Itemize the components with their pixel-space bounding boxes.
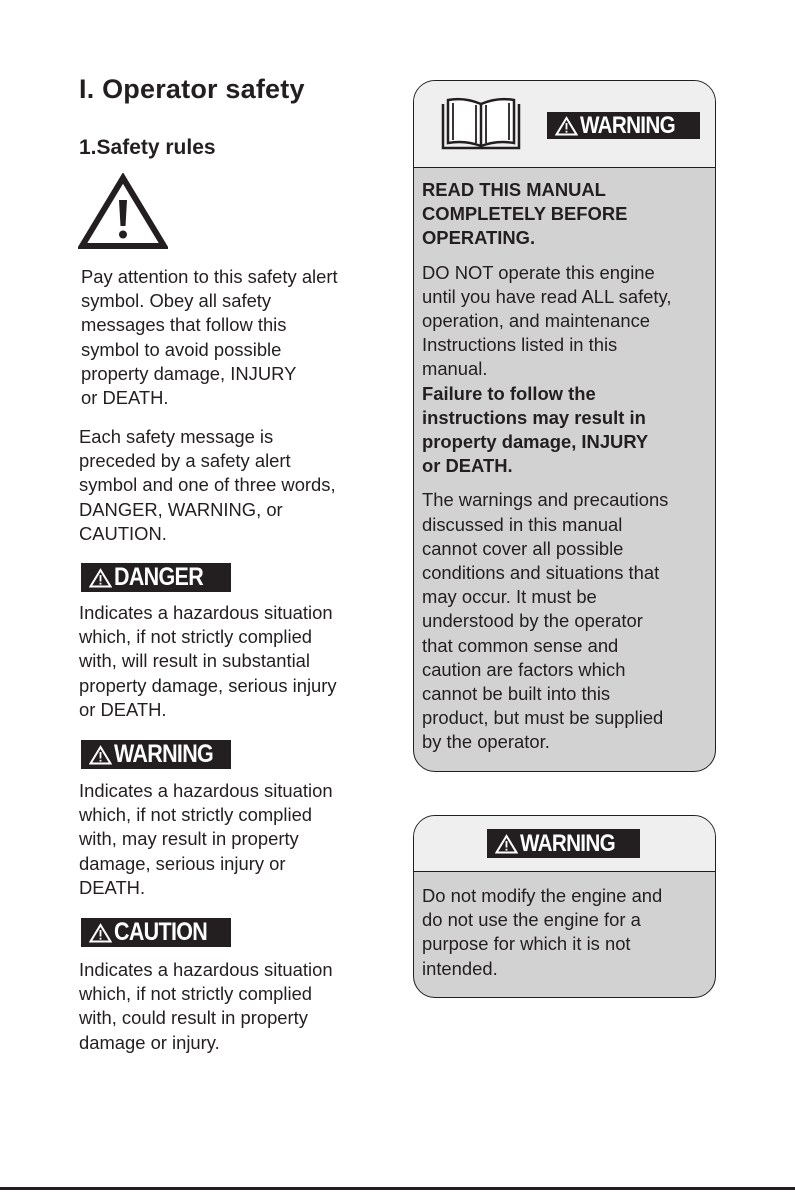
warning-label-text: WARNING xyxy=(520,829,615,857)
read-manual-warning-box xyxy=(413,80,716,772)
section-title: 1.Safety rules xyxy=(79,136,216,159)
page-title: I. Operator safety xyxy=(79,74,305,104)
read-manual-lead: READ THIS MANUAL COMPLETELY BEFORE OPERATING. xyxy=(422,179,628,249)
warning-triangle-icon xyxy=(555,116,578,136)
read-manual-closing: The warnings and precautions discussed in this manual cannot cover all possible conditions and situations that may occur. It must be understood by the operator that common sense and caution are factors which cannot be built into this product, but must be supplied by the operator. xyxy=(422,489,669,753)
danger-description: Indicates a hazardous situation which, if not strictly complied with, will result in substantial property damage, serious injury or DEATH. xyxy=(79,602,337,720)
warning-label-text: WARNING xyxy=(114,740,214,768)
page-bottom-rule xyxy=(0,1187,795,1190)
caution-label xyxy=(81,918,231,947)
read-manual-emphasis: Failure to follow the instructions may result in property damage, INJURY or DEATH. xyxy=(422,382,649,477)
warning-box-header xyxy=(414,81,715,168)
warning-triangle-icon xyxy=(495,834,518,854)
warning-label xyxy=(487,829,640,858)
warning-triangle-icon xyxy=(89,745,112,765)
warning-triangle-icon xyxy=(89,568,112,588)
warning-description: Indicates a hazardous situation which, if not strictly complied with, may result in property damage, serious injury or DEATH. xyxy=(79,780,333,898)
modify-engine-warning-box xyxy=(413,815,716,998)
warning-label xyxy=(547,112,700,139)
danger-label-text: DANGER xyxy=(114,563,204,591)
modify-engine-text: Do not modify the engine and do not use the engine for a purpose for which it is not intended. xyxy=(422,885,663,979)
warning-triangle-icon xyxy=(89,923,112,943)
read-manual-body: DO NOT operate this engine until you have read ALL safety, operation, and maintenance Instructions listed in this manual. xyxy=(422,261,672,380)
alert-symbol-explanation: Pay attention to this safety alert symbol. Obey all safety messages that follow this symbol to avoid possible property damage, INJURY or DEATH. xyxy=(81,266,338,409)
warning-box-header xyxy=(414,816,715,872)
warning-label xyxy=(81,740,231,769)
safety-alert-icon xyxy=(78,173,168,250)
danger-label xyxy=(81,563,231,592)
open-book-icon xyxy=(439,96,523,152)
warning-label-text: WARNING xyxy=(580,111,675,139)
caution-description: Indicates a hazardous situation which, if not strictly complied with, could result in property damage or injury. xyxy=(79,959,333,1053)
signal-words-explanation: Each safety message is preceded by a safety alert symbol and one of three words, DANGER, WARNING, or CAUTION. xyxy=(79,426,336,544)
caution-label-text: CAUTION xyxy=(114,918,208,946)
